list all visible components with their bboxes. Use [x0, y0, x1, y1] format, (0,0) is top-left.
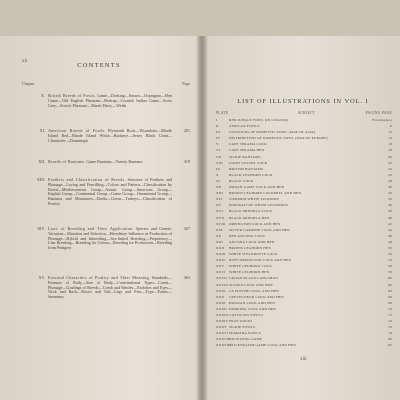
- chapter-description: Plymouth Rock—Wyandotte—Rhode Island Red—Rhode Island White—Buckeye—Jersey Black Giant—Chantecler—Dominique: [48, 128, 172, 143]
- plate-facing-page: 52: [388, 252, 392, 257]
- chapter-entry: XI. American Breeds of Fowls. Plymouth Rock—Wyandotte—Rhode Island Red—Rhode Island White—Buckeye—Jersey Black Giant—Chantecler—Dominique 281: [22, 129, 190, 143]
- plate-facing-page: 44: [388, 227, 392, 232]
- plate-number: VII: [216, 154, 222, 159]
- plate-number: XXIII: [216, 252, 226, 257]
- plate-facing-page: 12: [388, 130, 392, 135]
- plate-number: XXXIV: [216, 319, 229, 324]
- chapter-entry: XV. External Characters of Poultry and Their Meaning. Standards—Features of Body—Size of Body—Constitutional Types—Comb—Plumage—Gradings of Breeds—Comb and Wattles—Earlobes and Eyes—Neck and Back—Breast and Tail—Legs and Feet—Type—Points—Summary 363: [22, 276, 190, 300]
- chapter-description: Standards—Features of Body—Size of Body—Constitutional Types—Comb—Plumage—Gradings of Breeds—Comb and Wattles—Earlobes and Eyes—Neck and Back—Breast and Tail—Legs and Feet—Type—Points—Summary: [48, 275, 172, 300]
- plate-number: XXVII: [216, 276, 227, 281]
- plate-facing-page: 34: [388, 197, 392, 202]
- plate-subject: PORTRAIT OF WHITE LEGHORNS: [229, 203, 289, 208]
- subject-column-label: SUBJECT: [298, 111, 316, 115]
- illustrations-title: LIST OF ILLUSTRATIONS IN VOL. I: [237, 98, 369, 105]
- plate-number: XXI: [216, 239, 223, 244]
- chapter-entry: XII. Breeds of Bantams. Game Bantams—Variety Bantams 319: [22, 160, 190, 165]
- chapter-page: 363: [183, 275, 190, 280]
- plate-number: XXXI: [216, 300, 226, 305]
- plate-number: XXII: [216, 245, 225, 250]
- illustration-row: [216, 342, 392, 348]
- plate-subject: BLACK COCK: [229, 178, 254, 183]
- plate-subject: FRAY COCKS: [229, 319, 253, 324]
- plate-number: XII: [216, 185, 222, 190]
- plate-number: I: [216, 118, 218, 122]
- chapter-entry: XIII. Feathers and Classification of Breeds. Structure of Feathers and Plumage—Lacing and Pencilling—Colour and Pattern—Classification by Breed—Mediterranean Group—Asiatic Group—American Group—English Group—Continental Group—Game Group—Ornamental Group—Bantams and Miniatures—Ducks—Geese—Turkeys—Classification of Poultry: [22, 178, 190, 207]
- plate-facing-page: 62: [388, 282, 392, 287]
- plate-subject: ANCONA COCK AND HEN: [229, 239, 275, 244]
- plate-subject: WHITE LEGHORN COCK: [229, 264, 273, 269]
- chapter-number: X.: [41, 93, 45, 98]
- plate-number: XXV: [216, 264, 225, 269]
- chapter-entry: X. British Breeds of Fowls. Game—Dorking—Sussex—Orpington—Hen Game—Old English Pheasant—Redcap—Cornish Indian Game—Scots Grey—Scotch Pheasant—Marsh Daisy—Welsh: [22, 94, 190, 108]
- chapter-description: Structure of Feathers and Plumage—Lacing and Pencilling—Colour and Pattern—Classification by Breed—Mediterranean Group—Asiatic Group—American Group—English Group—Continental Group—Game Group—Ornamental Group—Bantams and Miniatures—Ducks—Geese—Turkeys—Classification of Poultry: [48, 177, 173, 206]
- plate-facing-page: 14: [388, 136, 392, 141]
- plate-facing-page: 28: [388, 178, 392, 183]
- plate-facing-page: 74: [388, 319, 392, 324]
- chapter-title: American Breeds of Fowls: [48, 128, 105, 133]
- illustrations-list: [216, 117, 392, 349]
- plate-subject: CREVECOEUR COCK AND HEN: [229, 294, 284, 299]
- plate-subject: INDIAN GAME COCK AND HEN: [229, 185, 285, 190]
- chapter-title: External Characters of Poultry and Their Meaning: [48, 275, 149, 280]
- plate-number: XVII: [216, 215, 225, 220]
- plate-facing-page: 18: [388, 148, 392, 153]
- plate-facing-page: 78: [388, 331, 392, 336]
- plate-number: XXVI: [216, 270, 226, 275]
- plate-subject: SUSSEX COCK AND HEN: [229, 282, 273, 287]
- page-column-label: Page: [182, 81, 190, 86]
- plate-number: VI: [216, 148, 221, 153]
- plate-subject: WHITE WYANDOTTE COCK: [229, 252, 278, 257]
- plate-facing-page: 56: [388, 264, 392, 269]
- plate-facing-page: 72: [388, 313, 392, 317]
- plate-facing-page: 36: [388, 203, 392, 208]
- chapter-title: British Breeds of Fowls: [48, 93, 95, 98]
- plate-subject: BLACK LEGHORN COCK: [229, 172, 273, 177]
- plate-subject: DISTRIBUTION OF DOMESTIC FOWL (MAP OF EUROPE): [229, 136, 328, 141]
- plate-facing-page: 26: [388, 172, 392, 177]
- plate-subject: WHITE LEGHORN HEN: [229, 270, 270, 275]
- plate-facing-page: 68: [388, 300, 392, 305]
- plate-facing-page: 38: [388, 209, 392, 214]
- plate-subject: SILKIE FOWLS: [229, 325, 256, 330]
- chapter-description: Game Bantams—Variety Bantams: [86, 159, 143, 164]
- plate-subject: BUFF ORPINGTON COCK AND HEN: [229, 258, 292, 263]
- plate-number: V: [216, 142, 219, 147]
- chapter-entry: XIV. Laws of Breeding and Their Application. Species and Genetic Variation—Mutation and Selection—Hereditary Influence in Production of Plumage—Hybrid and Inbreeding—Sex-linked Breeding—Prepotency—Line Breeding—Breeding for Colour—Breeding for Production—Breeding from Pedigree 307: [22, 227, 190, 251]
- plate-subject: AFRICAN FOWLS: [229, 124, 260, 129]
- plate-facing-page: 32: [388, 191, 392, 196]
- plate-facing-page: 64: [388, 288, 392, 293]
- plate-facing-page: 76: [388, 325, 392, 330]
- plate-number: XXXII: [216, 306, 227, 311]
- plate-number: XI: [216, 178, 221, 183]
- chapter-title: Breeds of Bantams: [48, 159, 85, 164]
- plate-subject: SILKIE BANTAMS: [229, 154, 261, 159]
- chapter-column-label: Chapter: [22, 81, 35, 86]
- plate-subject: DORKING COCK AND HEN: [229, 306, 277, 311]
- facing-page-column-label: FACING PAGE: [365, 111, 392, 115]
- plate-subject: BROWN LEGHORN COCKEREL AND HEN: [229, 191, 302, 196]
- plate-subject: OLD ENGLISH GAME COCK AND HEN: [229, 343, 296, 348]
- plate-facing-page: 80: [388, 337, 392, 342]
- plate-subject: CROAD BLACK LANGSHAN: [229, 276, 279, 281]
- plate-number: XXXVII: [216, 337, 230, 342]
- plate-facing-page: 60: [388, 276, 392, 281]
- chapter-description: Species and Genetic Variation—Mutation and Selection—Hereditary Influence in Production of Plumage—Hybrid and Inbreeding—Sex-linked Breeding—Prepotency—Line Breeding—Breeding for Colour—Breeding for Production—Breeding from Pedigree: [48, 226, 173, 251]
- plate-number: XXIV: [216, 258, 226, 263]
- plate-number: XVIII: [216, 221, 226, 226]
- plate-subject: BROWN LEGHORN HEN: [229, 245, 272, 250]
- plate-subject: LIGHT SUSSEX COCK: [229, 160, 268, 165]
- chapter-description: Game—Dorking—Sussex—Orpington—Hen Game—Old English Pheasant—Redcap—Cornish Indian Game—Scots Grey—Scotch Pheasant—Marsh Daisy—Welsh: [48, 93, 173, 108]
- plate-number: XIX: [216, 227, 223, 232]
- plate-number: XXXVIII: [216, 343, 232, 348]
- page-number: xiii: [300, 357, 307, 362]
- plate-facing-page: 20: [388, 154, 392, 159]
- plate-facing-page: 82: [388, 343, 392, 348]
- chapter-title: Feathers and Classification of Breeds: [48, 177, 125, 182]
- plate-facing-page: 48: [388, 239, 392, 244]
- chapter-number: XIII.: [36, 177, 45, 182]
- contents-title: CONTENTS: [77, 62, 121, 69]
- plate-subject: SUMATRA FOWLS: [229, 331, 261, 336]
- plate-subject: LA FLECHE COCK AND HEN: [229, 288, 279, 293]
- plate-number: XX: [216, 233, 222, 238]
- plate-facing-page: 22: [388, 160, 392, 165]
- chapter-page: 281: [183, 128, 190, 133]
- plate-number: XXX: [216, 294, 225, 299]
- chapter-number: XIV.: [37, 226, 45, 231]
- plate-subject: CAPE SERAMA HEN: [229, 148, 265, 153]
- plate-facing-page: 30: [388, 185, 392, 190]
- plate-subject: CONTOURS OF DOMESTIC FOWL (MAP OF ASIA): [229, 130, 316, 135]
- chapter-number: XII.: [38, 159, 45, 164]
- plate-facing-page: 70: [388, 306, 392, 311]
- left-page: [0, 36, 198, 400]
- plate-number: XVI: [216, 209, 223, 214]
- chapter-number: XV.: [38, 275, 45, 280]
- plate-facing-page: 66: [388, 294, 392, 299]
- plate-number: IV: [216, 136, 221, 141]
- plate-subject: DUCKWING GAME: [229, 337, 263, 342]
- plate-subject: CAPE SERAMA COCK: [229, 142, 268, 147]
- plate-number: XXXV: [216, 325, 227, 330]
- plate-facing-page: 6: [390, 124, 392, 129]
- plate-subject: RED ANCONA COCK: [229, 233, 266, 238]
- plate-number: X: [216, 172, 219, 177]
- plate-subject: ORPINGTON COCK AND HEN: [229, 221, 281, 226]
- plate-number: XIV: [216, 197, 223, 202]
- book-spread: [0, 36, 400, 400]
- chapter-number: XI.: [39, 128, 45, 133]
- plate-subject: BLACK MINORCA HEN: [229, 215, 270, 220]
- plate-number: XXXIII: [216, 313, 229, 317]
- plate-facing-page: 54: [388, 258, 392, 263]
- plate-subject: COMMON WHITE LEGHORN: [229, 197, 279, 202]
- plate-number: III: [216, 130, 221, 135]
- page-number: xii: [22, 59, 28, 64]
- plate-facing-page: 24: [388, 166, 392, 171]
- chapter-page: 307: [183, 226, 190, 231]
- plate-number: XV: [216, 203, 222, 208]
- plate-facing-page: 50: [388, 245, 392, 250]
- chapter-page: 319: [183, 159, 190, 164]
- plate-facing-page: 42: [388, 221, 392, 226]
- plate-subject: CASTILIAN FOWLS: [229, 313, 264, 317]
- plate-number: XIII: [216, 191, 223, 196]
- plate-facing-page: 40: [388, 215, 392, 220]
- plate-facing-page: 58: [388, 270, 392, 275]
- plate-facing-page: Frontispiece: [372, 118, 392, 122]
- plate-number: XXVIII: [216, 282, 229, 287]
- plate-subject: SILVER CAMPINE COCK AND HEN: [229, 227, 290, 232]
- plate-subject: BLACK MINORCA COCK: [229, 209, 273, 214]
- plate-number: VIII: [216, 160, 223, 165]
- plate-number: II: [216, 124, 219, 129]
- plate-facing-page: 18: [388, 142, 392, 147]
- plate-column-label: PLATE: [216, 111, 229, 115]
- plate-facing-page: 46: [388, 233, 392, 238]
- plate-subject: BRITISH BANTAMS: [229, 166, 264, 171]
- plate-number: XXXVI: [216, 331, 229, 336]
- chapter-title: Laws of Breeding and Their Application: [48, 226, 133, 231]
- plate-number: IX: [216, 166, 221, 171]
- plate-subject: HOUDAN COCK AND HEN: [229, 300, 275, 305]
- plate-subject: RED JUNGLE FOWL (IN COLOUR): [229, 118, 289, 122]
- plate-number: XXIX: [216, 288, 226, 293]
- right-page: [206, 36, 400, 400]
